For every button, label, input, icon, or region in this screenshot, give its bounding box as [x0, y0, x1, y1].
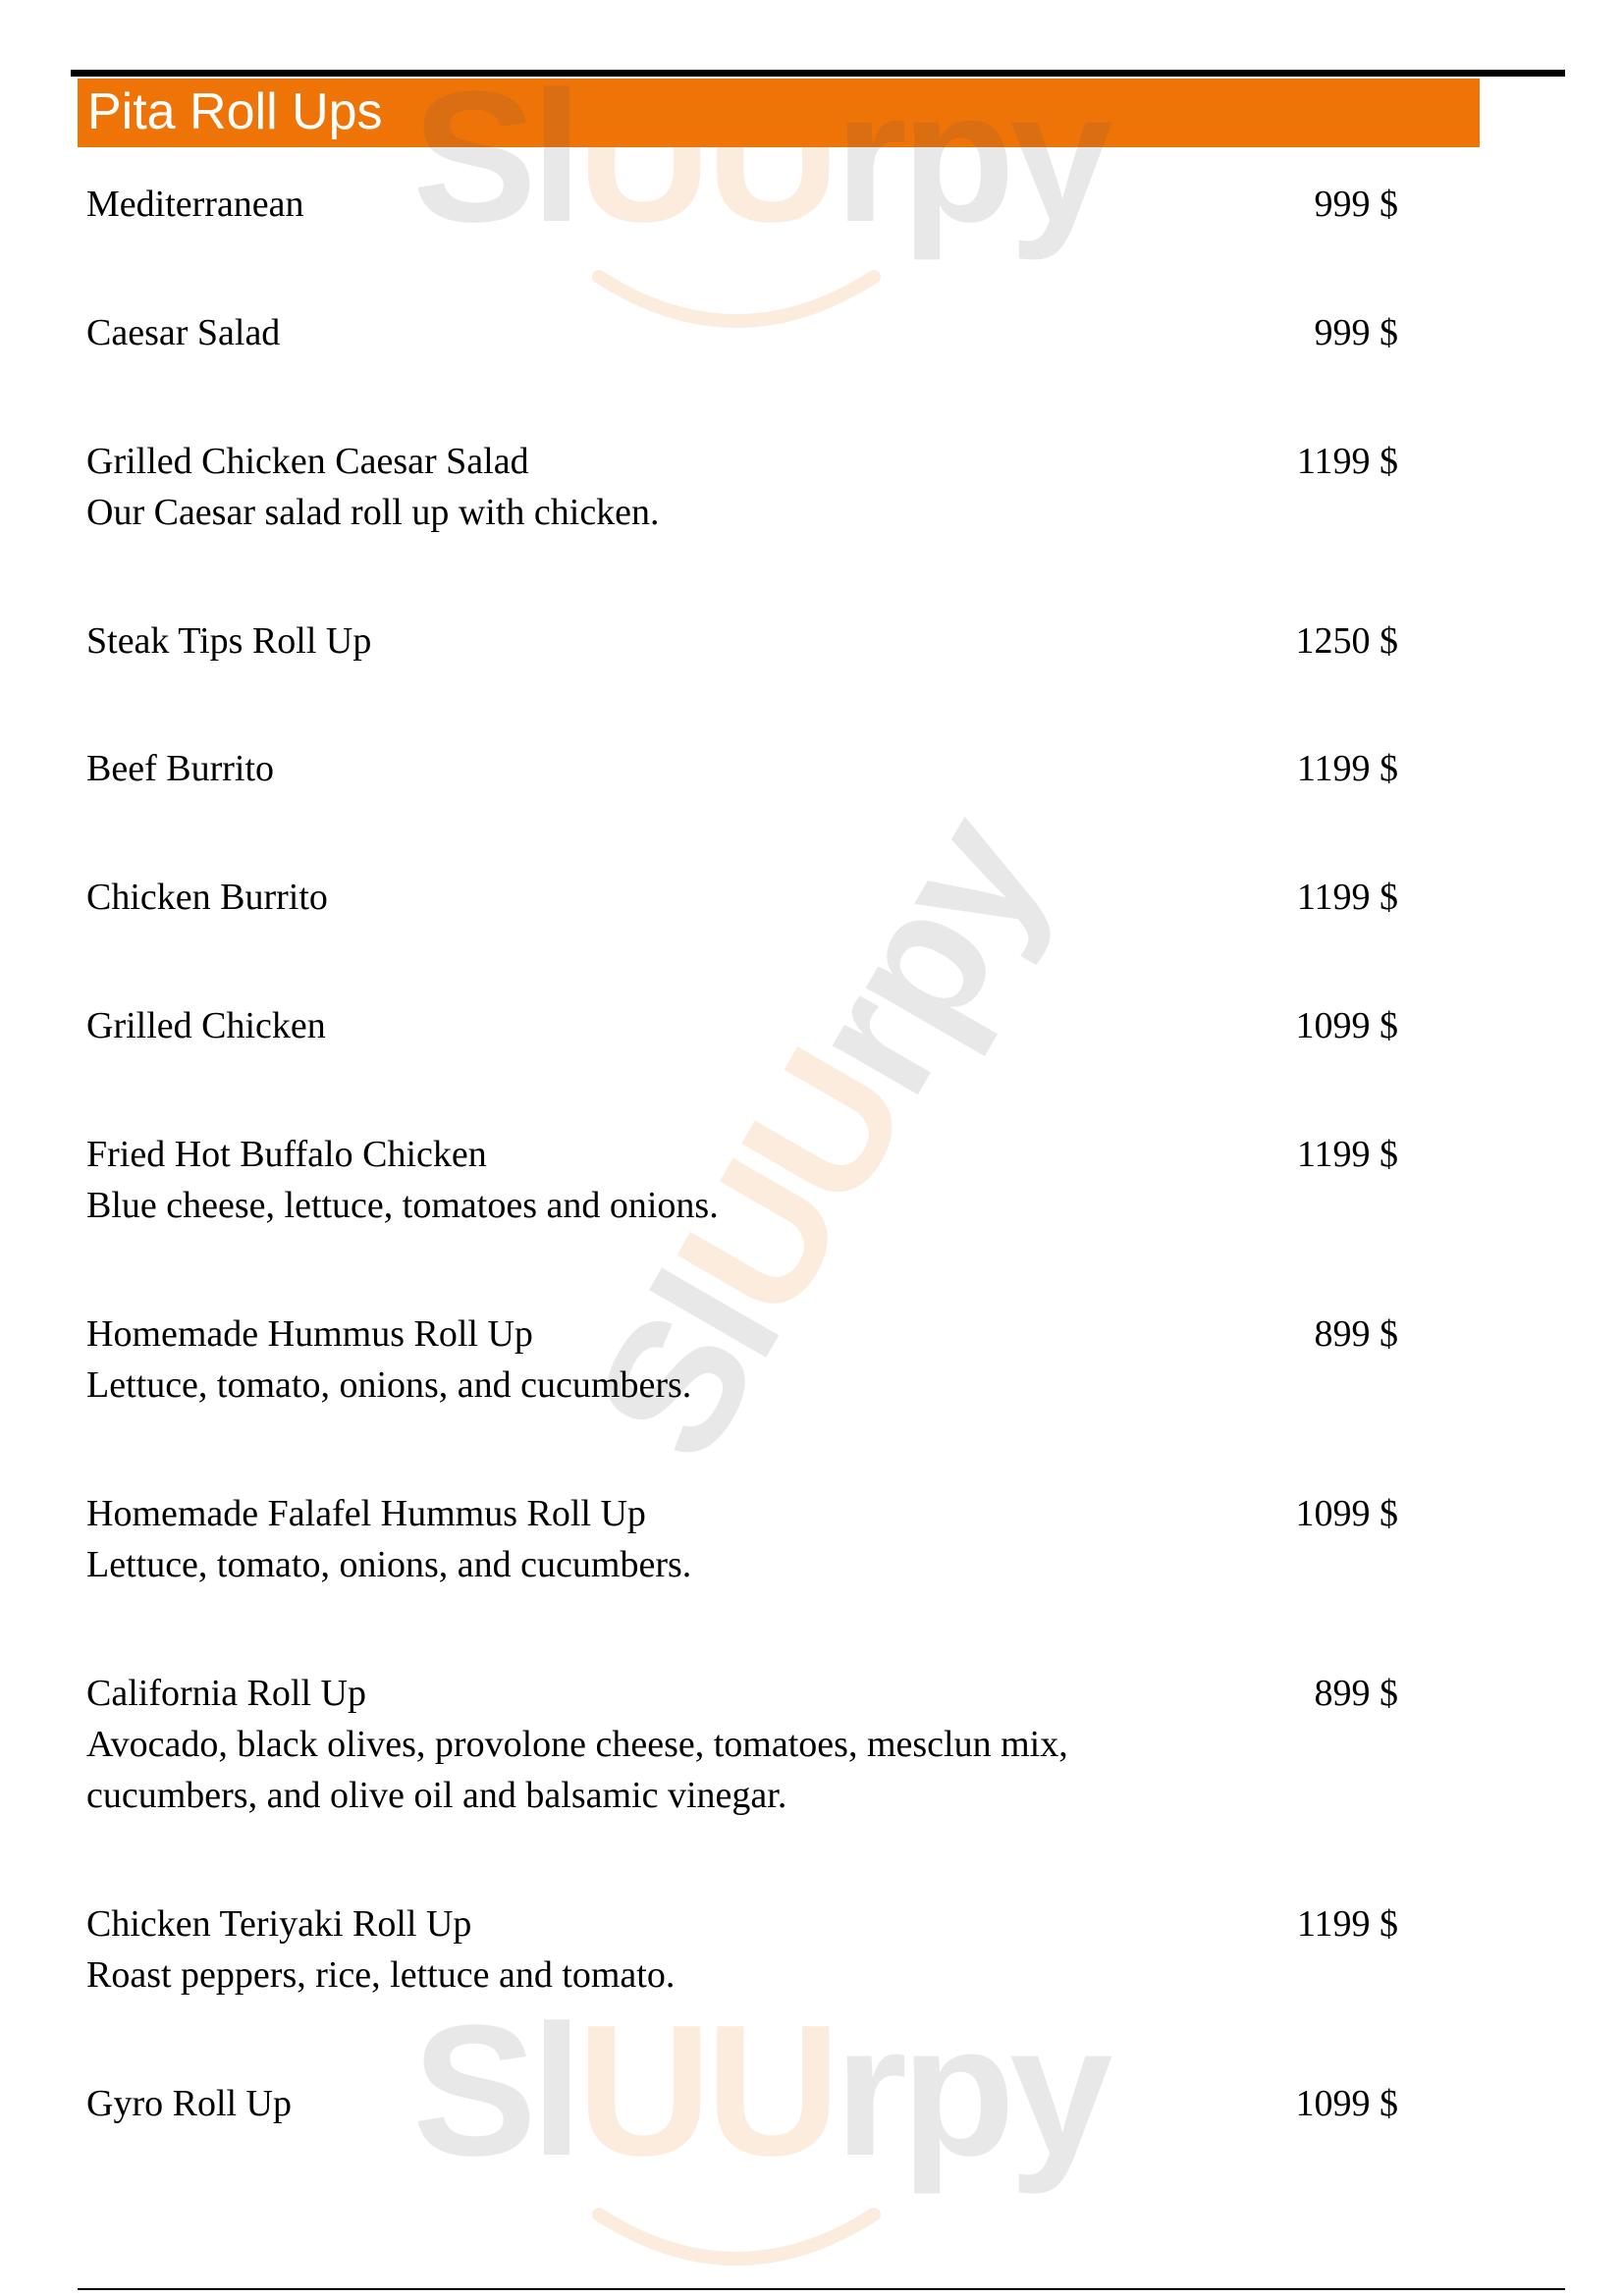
bottom-rule [78, 2288, 1565, 2290]
item-price: 899 $ [1314, 1313, 1398, 1355]
item-name: Fried Hot Buffalo Chicken [86, 1134, 487, 1175]
item-price: 1099 $ [1295, 2083, 1398, 2124]
item-price: 1199 $ [1296, 877, 1398, 918]
menu-item [86, 1000, 1398, 1051]
item-name: Homemade Hummus Roll Up [86, 1313, 533, 1355]
item-price: 1199 $ [1296, 441, 1398, 482]
menu-item [86, 1488, 1398, 1590]
item-description: Lettuce, tomato, onions, and cucumbers. [86, 1364, 692, 1406]
watermark-logo: SlUUrpy [412, 53, 1108, 261]
watermark-smile-icon [589, 2195, 884, 2273]
item-price: 899 $ [1314, 1673, 1398, 1714]
watermark-logo: SlUUrpy [555, 785, 1083, 1492]
item-description: Blue cheese, lettuce, tomatoes and onions. [86, 1185, 719, 1226]
menu-item [86, 2078, 1398, 2129]
item-price: 1099 $ [1295, 1005, 1398, 1046]
item-name: Mediterranean [86, 184, 304, 225]
item-description: Lettuce, tomato, onions, and cucumbers. [86, 1544, 692, 1585]
item-name: Beef Burrito [86, 748, 275, 789]
menu-item [86, 743, 1398, 794]
menu-item [86, 1898, 1398, 2001]
item-name: Gyro Roll Up [86, 2083, 292, 2124]
item-name: Chicken Burrito [86, 877, 328, 918]
item-price: 1199 $ [1296, 1134, 1398, 1175]
item-name: Steak Tips Roll Up [86, 620, 372, 662]
menu-item [86, 615, 1398, 667]
menu-item [86, 1668, 1398, 1821]
item-price: 1099 $ [1295, 1493, 1398, 1534]
item-price: 1199 $ [1296, 1903, 1398, 1945]
menu-item [86, 872, 1398, 923]
item-name: Grilled Chicken [86, 1005, 326, 1046]
item-name: Caesar Salad [86, 312, 281, 353]
item-name: California Roll Up [86, 1673, 366, 1714]
item-description: Roast peppers, rice, lettuce and tomato. [86, 1954, 676, 1996]
section-title: Pita Roll Ups [87, 83, 383, 140]
menu-item [86, 1308, 1398, 1411]
top-rule [71, 70, 1565, 77]
item-description: Avocado, black olives, provolone cheese, tomatoes, mesclun mix, cucumbers, and olive oil and balsamic vinegar. [86, 1724, 1068, 1816]
item-price: 999 $ [1314, 184, 1398, 225]
menu-item [86, 307, 1398, 358]
item-name: Homemade Falafel Hummus Roll Up [86, 1493, 646, 1534]
item-description: Our Caesar salad roll up with chicken. [86, 492, 660, 533]
item-price: 1250 $ [1295, 620, 1398, 662]
menu-item [86, 1129, 1398, 1231]
item-price: 999 $ [1314, 312, 1398, 353]
menu-item [86, 179, 1398, 230]
item-name: Grilled Chicken Caesar Salad [86, 441, 529, 482]
item-price: 1199 $ [1296, 748, 1398, 789]
item-name: Chicken Teriyaki Roll Up [86, 1903, 472, 1945]
menu-item [86, 436, 1398, 538]
watermark-logo: SlUUrpy [412, 1987, 1108, 2195]
section-header [78, 79, 1480, 147]
